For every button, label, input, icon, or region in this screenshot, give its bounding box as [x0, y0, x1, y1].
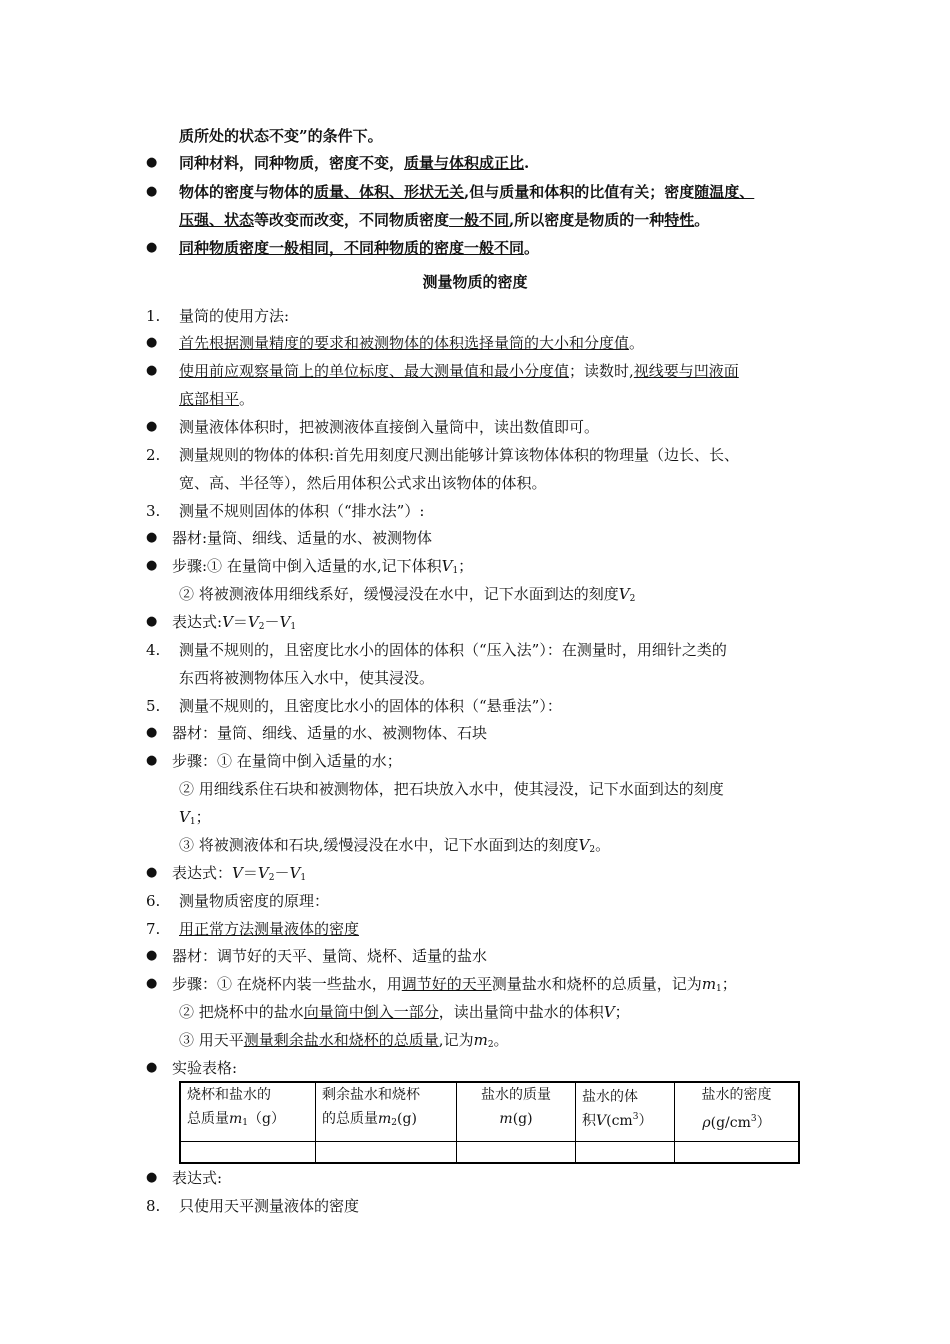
text-line: 物体的密度与物体的质量、体积、形状无关,但与质量和体积的比值有关；密度随温度、 — [179, 183, 755, 201]
table-cell — [675, 1142, 800, 1164]
text-line: 实验表格: — [172, 1059, 238, 1077]
table-header-cell: 烧杯和盐水的 总质量$m_1(g)$ — [180, 1082, 316, 1142]
text-line: 测量物质密度的原理： — [179, 892, 330, 910]
bullet-icon: ● — [146, 530, 158, 545]
bullet-icon: ● — [146, 419, 158, 434]
section-heading: 测量物质的密度 — [422, 273, 528, 291]
bullet-icon: ● — [146, 363, 158, 378]
text-line: 同种材料，同种物质，密度不变，质量与体积成正比. — [179, 154, 530, 172]
table-cell — [457, 1142, 576, 1164]
table-header-cell: 盐水的体 积$V(cm^3)$ — [576, 1082, 675, 1142]
bullet-icon: ● — [146, 753, 158, 768]
text-line: 东西将被测物体压入水中，使其浸没。 — [179, 669, 435, 687]
bullet-icon: ● — [146, 155, 158, 170]
item-number: 8. — [146, 1197, 161, 1215]
bullet-icon: ● — [146, 865, 158, 880]
bullet-icon: ● — [146, 725, 158, 740]
experiment-table — [179, 1081, 800, 1164]
text-line: 器材：量筒、细线、适量的水、被测物体、石块 — [172, 724, 488, 742]
table-row — [180, 1142, 799, 1164]
bullet-icon: ● — [146, 240, 158, 255]
text-line: 器材：调节好的天平、量筒、烧杯、适量的盐水 — [172, 947, 488, 965]
table-header-cell: 盐水的密度 $\rho(g/cm^3)$ — [675, 1082, 800, 1142]
bullet-icon: ● — [146, 614, 158, 629]
item-number: 4. — [146, 641, 161, 659]
text-line: ③ 用天平测量剩余盐水和烧杯的总质量,记为$m_2$。 — [179, 1031, 509, 1050]
text-line: 质所处的状态不变”的条件下。 — [179, 127, 383, 145]
text-line: 表达式$:V=V_2-V_1$ — [172, 613, 297, 632]
text-line: ② 用细线系住石块和被测物体，把石块放入水中，使其浸没，记下水面到达的刻度 — [179, 780, 724, 798]
table-header-cell: 剩余盐水和烧杯 的总质量$m_2(g)$ — [316, 1082, 457, 1142]
text-line: 步骤：① 在烧杯内装一些盐水，用调节好的天平测量盐水和烧杯的总质量，记为$m_1$； — [172, 975, 737, 994]
text-line: $V_1$； — [179, 808, 211, 827]
text-line: 测量不规则的，且密度比水小的固体的体积（“压入法”）：在测量时，用细针之类的 — [179, 641, 727, 659]
item-number: 5. — [146, 697, 161, 715]
text-line: ③ 将被测液体和石块,缓慢浸没在水中，记下水面到达的刻度$V_2$。 — [179, 836, 611, 855]
text-line: 底部相平。 — [179, 390, 255, 408]
text-line: ② 把烧杯中的盐水向量筒中倒入一部分，读出量筒中盐水的体积V； — [179, 1003, 630, 1021]
text-line: 同种物质密度一般相同，不同种物质的密度一般不同。 — [179, 239, 540, 257]
bullet-icon: ● — [146, 1170, 158, 1185]
text-line: 压强、状态等改变而改变，不同物质密度一般不同,所以密度是物质的一种特性。 — [179, 211, 710, 229]
text-line: 步骤：① 在量筒中倒入适量的水； — [172, 752, 402, 770]
text-line: 器材:量筒、细线、适量的水、被测物体 — [172, 529, 433, 547]
bullet-icon: ● — [146, 184, 158, 199]
table-header-row — [180, 1082, 799, 1142]
text-line: 使用前应观察量筒上的单位标度、最大测量值和最小分度值；读数时,视线要与凹液面 — [179, 362, 739, 380]
text-line: 宽、高、半径等），然后用体积公式求出该物体的体积。 — [179, 474, 547, 492]
text-line: 首先根据测量精度的要求和被测物体的体积选择量筒的大小和分度值。 — [179, 334, 645, 352]
text-line: ② 将被测液体用细线系好，缓慢浸没在水中，记下水面到达的刻度$V_2$ — [179, 585, 636, 604]
bullet-icon: ● — [146, 976, 158, 991]
text-line: 测量规则的物体的体积:首先用刻度尺测出能够计算该物体体积的物理量（边长、长、 — [179, 446, 740, 464]
bullet-icon: ● — [146, 1060, 158, 1075]
text-line: 只使用天平测量液体的密度 — [179, 1197, 360, 1215]
item-number: 7. — [146, 920, 161, 938]
item-number: 3. — [146, 502, 161, 520]
item-number: 1. — [146, 307, 161, 325]
table-cell — [576, 1142, 675, 1164]
table-cell — [180, 1142, 316, 1164]
text-line: 步骤:① 在量筒中倒入适量的水,记下体积$V_1$； — [172, 557, 474, 576]
text-line: 测量不规则固体的体积（“排水法”）: — [179, 502, 425, 520]
table-header-cell: 盐水的质量 m(g) — [457, 1082, 576, 1142]
text-line: 量筒的使用方法: — [179, 307, 290, 325]
bullet-icon: ● — [146, 335, 158, 350]
item-number: 2. — [146, 446, 161, 464]
bullet-icon: ● — [146, 558, 158, 573]
text-line: 表达式：$V=V_2-V_1$ — [172, 864, 307, 883]
table-cell — [316, 1142, 457, 1164]
text-line: 用正常方法测量液体的密度 — [179, 920, 360, 938]
item-number: 6. — [146, 892, 161, 910]
bullet-icon: ● — [146, 948, 158, 963]
text-line: 测量液体体积时，把被测液体直接倒入量筒中，读出数值即可。 — [179, 418, 600, 436]
text-line: 表达式: — [172, 1169, 223, 1187]
text-line: 测量不规则的，且密度比水小的固体的体积（“悬垂法”）： — [179, 697, 562, 715]
